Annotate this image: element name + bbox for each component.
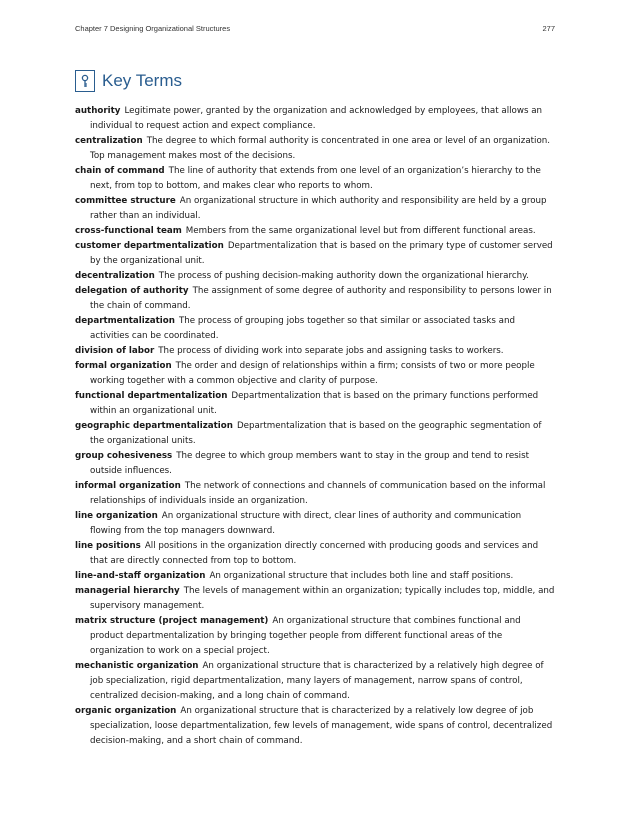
term-word: departmentalization <box>75 316 175 326</box>
section-title: Key Terms <box>102 71 182 90</box>
term-entry <box>75 539 555 569</box>
term-definition: The degree to which group members want to stay in the group and tend to resist outside influences. <box>90 451 530 476</box>
section-heading <box>75 70 182 92</box>
term-definition: An organizational structure that combines functional and product departmentalization by bringing together people from different functional areas of the organization to work on a special project. <box>90 616 521 656</box>
term-entry <box>75 359 555 389</box>
term-word: cross-functional team <box>75 226 182 236</box>
term-definition: The process of pushing decision-making authority down the organizational hierarchy. <box>158 271 529 281</box>
term-word: functional departmentalization <box>75 391 228 401</box>
term-word: formal organization <box>75 361 172 371</box>
term-definition: An organizational structure that is characterized by a relatively low degree of job specialization, loose departmentalization, few levels of management, wide spans of control, decentralized decision-making, and a short chain of command. <box>90 706 553 746</box>
term-definition: Departmentalization that is based on the primary type of customer served by the organizational unit. <box>90 241 553 266</box>
term-definition: All positions in the organization directly concerned with producing goods and services and that are directly connected from top to bottom. <box>90 541 539 566</box>
term-word: decentralization <box>75 271 155 281</box>
term-entry <box>75 389 555 419</box>
term-entry <box>75 269 555 284</box>
term-definition: The assignment of some degree of authority and responsibility to persons lower in the chain of command. <box>90 286 552 311</box>
term-entry <box>75 194 555 224</box>
term-definition: Departmentalization that is based on the geographic segmentation of the organizational units. <box>90 421 542 446</box>
term-entry <box>75 659 555 704</box>
term-entry <box>75 224 555 239</box>
term-word: informal organization <box>75 481 181 491</box>
term-word: chain of command <box>75 166 165 176</box>
term-entry <box>75 419 555 449</box>
term-word: group cohesiveness <box>75 451 173 461</box>
page-number: 277 <box>542 24 555 33</box>
term-definition: The levels of management within an organization; typically includes top, middle, and supervisory management. <box>90 586 555 611</box>
term-entry <box>75 509 555 539</box>
key-icon <box>75 70 95 92</box>
term-word: managerial hierarchy <box>75 586 180 596</box>
term-entry <box>75 134 555 164</box>
term-definition: The process of dividing work into separate jobs and assigning tasks to workers. <box>158 346 504 356</box>
term-definition: Members from the same organizational level but from different functional areas. <box>185 226 536 236</box>
term-word: division of labor <box>75 346 155 356</box>
term-definition: The degree to which formal authority is concentrated in one area or level of an organization. Top management makes most of the decisions. <box>90 136 551 161</box>
term-word: organic organization <box>75 706 177 716</box>
term-definition: The line of authority that extends from one level of an organization’s hierarchy to the next, from top to bottom, and makes clear who reports to whom. <box>90 166 541 191</box>
term-definition: Legitimate power, granted by the organization and acknowledged by employees, that allows an individual to request action and expect compliance. <box>90 106 543 131</box>
key-terms-list <box>75 104 555 749</box>
term-entry <box>75 314 555 344</box>
term-word: mechanistic organization <box>75 661 199 671</box>
term-word: centralization <box>75 136 143 146</box>
term-word: committee structure <box>75 196 176 206</box>
term-entry <box>75 584 555 614</box>
running-head <box>75 24 555 33</box>
term-word: line organization <box>75 511 158 521</box>
term-word: matrix structure (project management) <box>75 616 269 626</box>
term-word: customer departmentalization <box>75 241 224 251</box>
term-definition: The order and design of relationships within a firm; consists of two or more people working together with a common objective and clarity of purpose. <box>90 361 535 386</box>
term-definition: An organizational structure that includes both line and staff positions. <box>209 571 514 581</box>
term-word: line positions <box>75 541 141 551</box>
term-entry <box>75 704 555 749</box>
term-entry <box>75 614 555 659</box>
term-entry <box>75 164 555 194</box>
term-word: delegation of authority <box>75 286 189 296</box>
term-word: authority <box>75 106 121 116</box>
term-definition: The network of connections and channels of communication based on the informal relationships of individuals inside an organization. <box>90 481 546 506</box>
term-entry <box>75 284 555 314</box>
term-entry <box>75 344 555 359</box>
term-definition: Departmentalization that is based on the primary functions performed within an organizational unit. <box>90 391 539 416</box>
term-entry <box>75 449 555 479</box>
term-entry <box>75 479 555 509</box>
term-definition: The process of grouping jobs together so that similar or associated tasks and activities can be coordinated. <box>90 316 515 341</box>
term-entry <box>75 104 555 134</box>
term-entry <box>75 239 555 269</box>
term-definition: An organizational structure in which authority and responsibility are held by a group rather than an individual. <box>90 196 547 221</box>
term-definition: An organizational structure with direct, clear lines of authority and communication flowing from the top managers downward. <box>90 511 522 536</box>
chapter-title: Chapter 7 Designing Organizational Structures <box>75 24 231 33</box>
term-entry <box>75 569 555 584</box>
term-word: geographic departmentalization <box>75 421 233 431</box>
term-definition: An organizational structure that is characterized by a relatively high degree of job specialization, rigid departmentalization, many layers of management, narrow spans of control, centralized decision-making, and a long chain of command. <box>90 661 544 701</box>
term-word: line-and-staff organization <box>75 571 206 581</box>
